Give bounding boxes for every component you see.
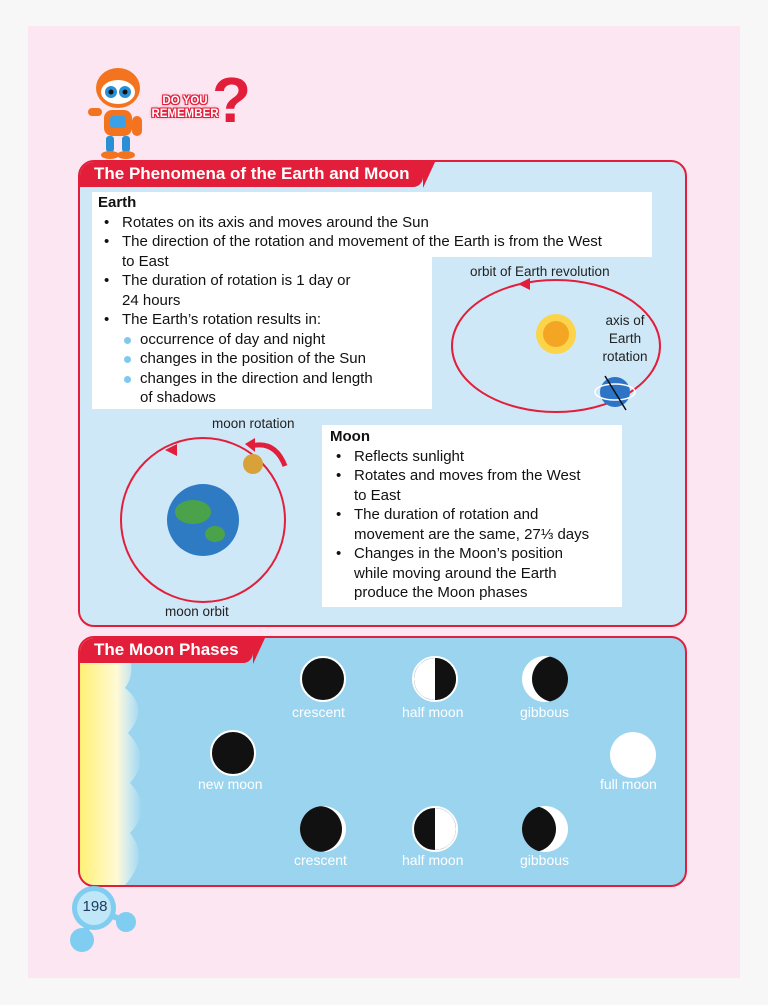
earth-bullet-2-line-2: to East xyxy=(122,252,169,270)
earth-sub-3-line-1: changes in the direction and length xyxy=(140,369,373,387)
crescent-top-icon xyxy=(300,656,346,702)
badge-line-1: DO YOU xyxy=(162,95,208,107)
half-moon-top-icon xyxy=(412,656,458,702)
moon-bullet-4 xyxy=(330,544,620,603)
new-moon-label: new moon xyxy=(198,776,263,792)
badge-line-2: REMEMBER xyxy=(151,108,219,120)
axis-label-line-1: axis of xyxy=(605,313,645,328)
crescent-top-label: crescent xyxy=(292,704,345,720)
new-moon-icon xyxy=(210,730,256,776)
moon-small-icon xyxy=(243,454,263,474)
gibbous-top-label: gibbous xyxy=(520,704,570,720)
moon-bullet-3-line-1: The duration of rotation and xyxy=(354,506,539,523)
earth-heading: Earth xyxy=(98,194,137,211)
robot-mascot-icon xyxy=(80,60,156,160)
orbit-arrow-icon xyxy=(518,278,530,290)
gibbous-bottom-label: gibbous xyxy=(520,852,570,868)
earth-sub-1: occurrence of day and night xyxy=(98,330,658,350)
earth-bullet-1: • Rotates on its axis and moves around the Sun xyxy=(98,213,658,233)
sun-rays-icon xyxy=(80,638,170,885)
earth-bullet-2-line-1: The direction of the rotation and movement of the Earth is from the West xyxy=(122,233,602,250)
moon-bullet-3-line-2: movement are the same, 27⅓ days xyxy=(354,525,590,543)
moon-bullet-3 xyxy=(330,505,620,544)
gibbous-top-icon xyxy=(522,656,568,702)
moon-bullet-2-line-2: to East xyxy=(354,486,401,504)
half-moon-bottom-icon xyxy=(412,806,458,852)
page-number: 198 xyxy=(82,898,108,915)
earth-sub-3-line-2: of shadows xyxy=(140,389,216,406)
moon-orbit-diagram xyxy=(115,430,325,610)
moon-bullet-2-line-1: Rotates and moves from the West xyxy=(354,467,581,484)
page-number-molecule-icon xyxy=(62,880,152,960)
section-title-moon-phases: The Moon Phases xyxy=(80,638,253,663)
section-title-earth-moon: The Phenomena of the Earth and Moon xyxy=(80,162,423,187)
earth-bullet-3-line-2: 24 hours xyxy=(122,291,181,309)
moon-bullet-2 xyxy=(330,466,620,505)
gibbous-bottom-icon xyxy=(522,806,568,852)
moon-phases-panel xyxy=(78,636,687,887)
moon-bullet-4-line-2: while moving around the Earth xyxy=(354,564,557,582)
earth-bullet-3-line-1: The duration of rotation is 1 day or xyxy=(122,272,351,289)
half-moon-top-label: half moon xyxy=(402,704,464,720)
axis-label-line-2: Earth xyxy=(608,331,642,346)
moon-rotation-label: moon rotation xyxy=(212,416,295,431)
full-moon-icon xyxy=(610,732,656,778)
crescent-bottom-icon xyxy=(300,806,346,852)
moon-bullet-4-line-3: produce the Moon phases xyxy=(354,584,528,601)
axis-label xyxy=(592,312,658,366)
moon-bullet-4-line-1: Changes in the Moon’s position xyxy=(354,545,564,562)
axis-label-line-3: rotation xyxy=(602,349,648,364)
earth-bullet-4: • The Earth’s rotation results in: xyxy=(98,310,658,330)
crescent-bottom-label: crescent xyxy=(294,852,347,868)
moon-heading: Moon xyxy=(330,428,370,445)
full-moon-label: full moon xyxy=(600,776,657,792)
do-you-remember-badge xyxy=(150,95,220,121)
orbit-label: orbit of Earth revolution xyxy=(470,264,610,279)
moon-orbit-label: moon orbit xyxy=(165,604,229,619)
earth-sub-2: changes in the position of the Sun xyxy=(98,349,658,369)
question-mark-icon: ? xyxy=(212,64,252,136)
half-moon-bottom-label: half moon xyxy=(402,852,464,868)
moon-bullet-1: • Reflects sunlight xyxy=(330,447,620,467)
moon-text xyxy=(330,427,620,603)
